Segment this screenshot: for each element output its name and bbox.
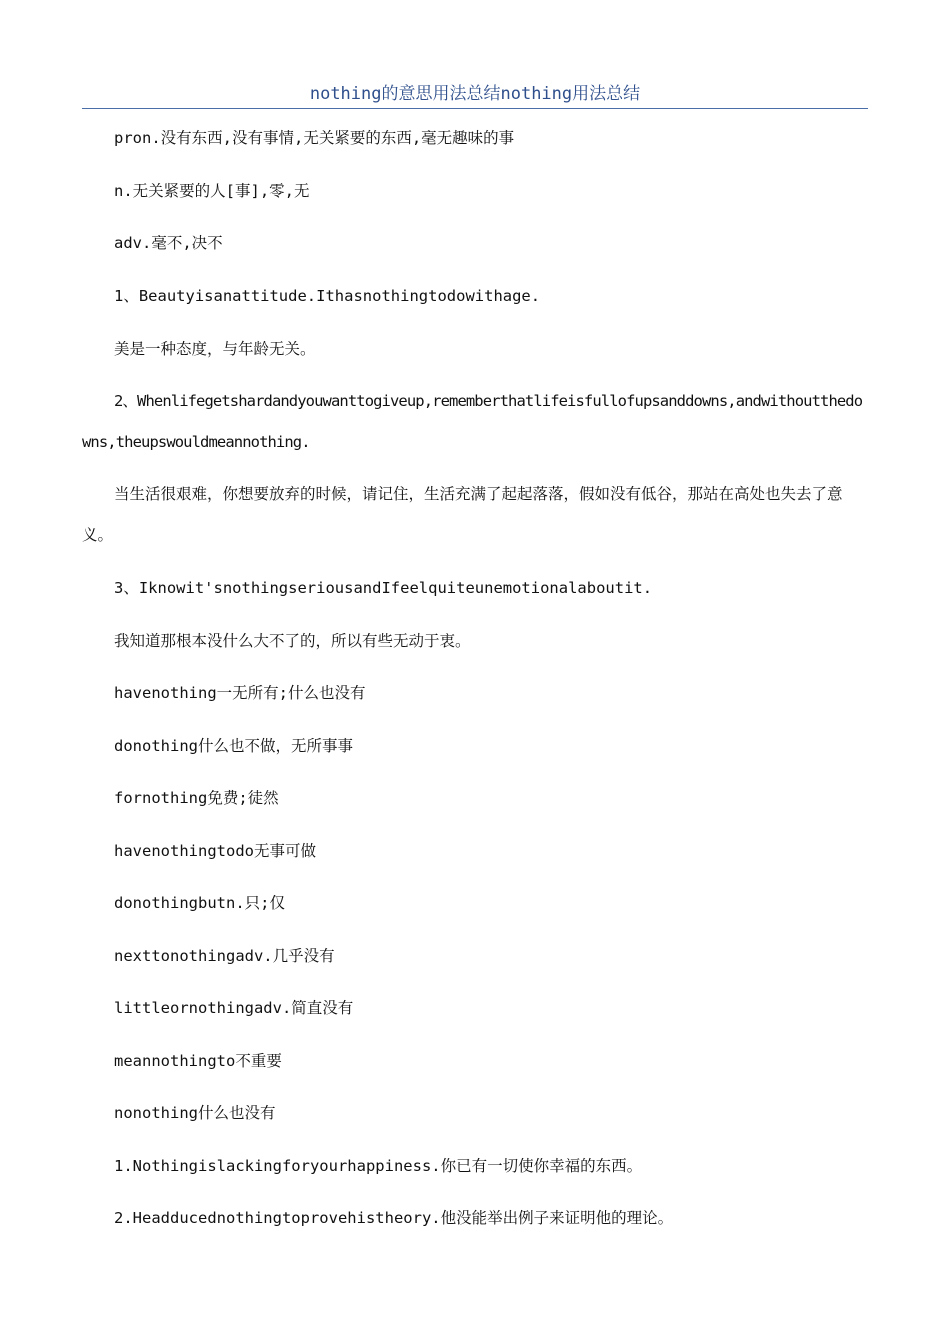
phrase-item: nonothing什么也没有 (114, 1104, 276, 1122)
phrase-item: havenothing一无所有;什么也没有 (114, 684, 366, 702)
phrase-item: donothing什么也不做，无所事事 (114, 737, 353, 755)
definition-pron: pron.没有东西,没有事情,无关紧要的东西,毫无趣味的事 (114, 129, 515, 147)
example-1-zh: 美是一种态度，与年龄无关。 (114, 340, 316, 358)
definition-noun: n.无关紧要的人[事],零,无 (114, 182, 310, 200)
example-1-en: 1、Beautyisanattitude.Ithasnothingtodowithage. (114, 287, 541, 305)
phrase-item: donothingbutn.只;仅 (114, 894, 285, 912)
example-2-en: 2、Whenlifegetshardandyouwanttogiveup,rememberthatlifeisfullofupsanddowns,andwithoutthedowns,theupswouldmeannothing. (82, 392, 863, 451)
page-title: nothing的意思用法总结nothing用法总结 (309, 84, 641, 104)
sentence-item: 1.Nothingislackingforyourhappiness.你已有一切使你幸福的东西。 (114, 1157, 643, 1175)
sentence-item: 2.Headducednothingtoprovehistheory.他没能举出例子来证明他的理论。 (114, 1209, 674, 1227)
phrase-item: fornothing免费;徒然 (114, 789, 279, 807)
definition-adv: adv.毫不,决不 (114, 234, 223, 252)
example-3-zh: 我知道那根本没什么大不了的，所以有些无动于衷。 (114, 632, 471, 650)
example-3-en: 3、Iknowit'snothingseriousandIfeelquiteunemotionalaboutit. (114, 579, 653, 597)
phrase-item: havenothingtodo无事可做 (114, 842, 316, 860)
phrase-item: meannothingto不重要 (114, 1052, 282, 1070)
phrase-item: nexttonothingadv.几乎没有 (114, 947, 335, 965)
phrase-item: littleornothingadv.简直没有 (114, 999, 354, 1017)
header-divider (82, 108, 868, 109)
example-2-zh: 当生活很艰难，你想要放弃的时候，请记住，生活充满了起起落落，假如没有低谷，那站在高处也失去了意义。 (82, 485, 843, 544)
